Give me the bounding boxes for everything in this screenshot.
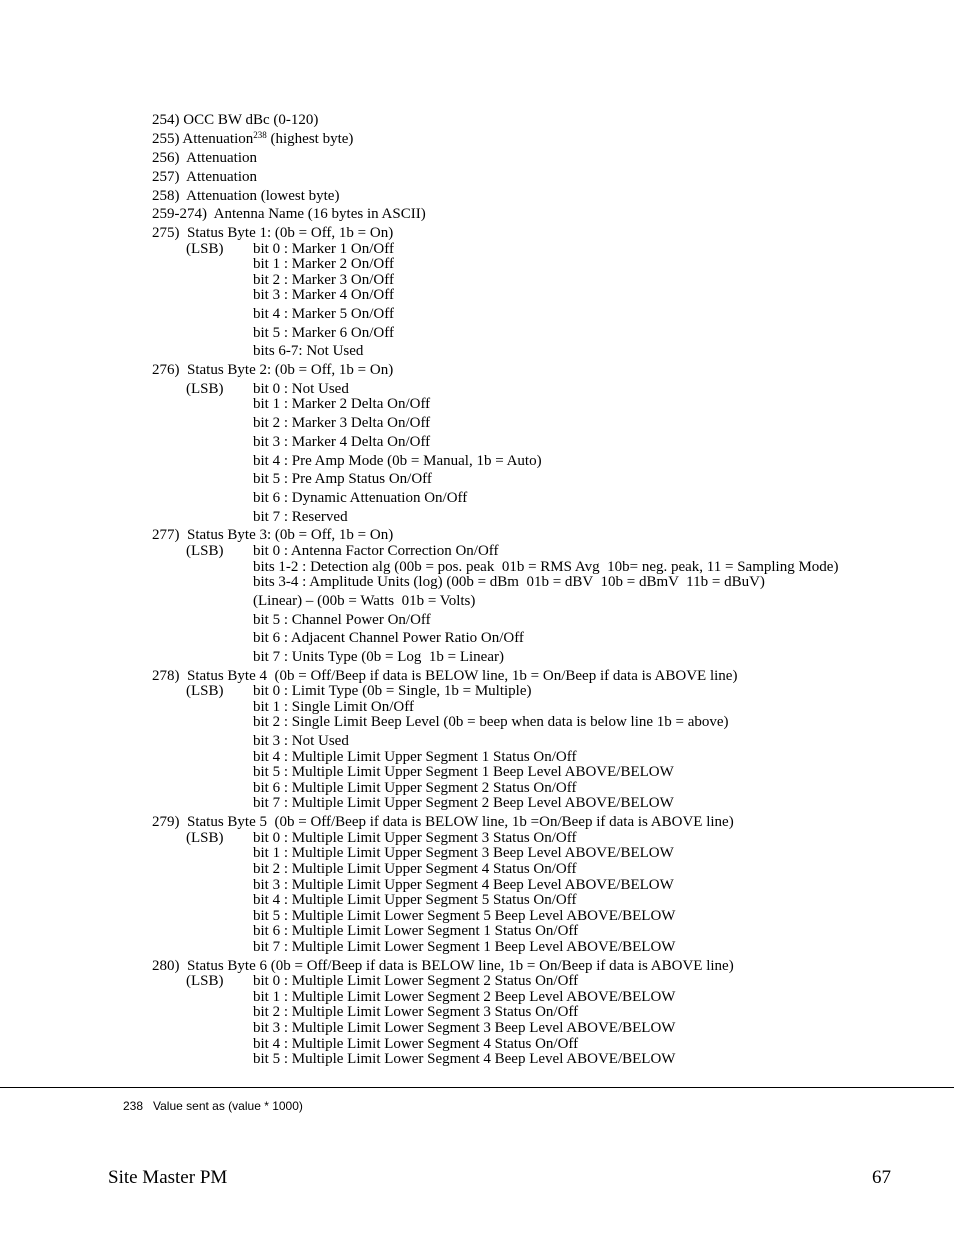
bit-line: bit 7 : Units Type (0b = Log 1b = Linear) — [253, 649, 504, 665]
bit-line: bit 5 : Pre Amp Status On/Off — [253, 471, 432, 487]
bit-line: bit 0 : Marker 1 On/Off — [253, 241, 394, 257]
bit-line: bit 3 : Not Used — [253, 733, 349, 749]
bit-line: bit 5 : Multiple Limit Upper Segment 1 Beep Level ABOVE/BELOW — [253, 764, 674, 780]
bit-line: bit 6 : Multiple Limit Upper Segment 2 Status On/Off — [253, 780, 577, 796]
bit-line: bit 1 : Marker 2 Delta On/Off — [253, 396, 431, 412]
bit-line: bit 1 : Multiple Limit Lower Segment 2 Beep Level ABOVE/BELOW — [253, 989, 676, 1005]
bit-line: bit 7 : Reserved — [253, 509, 348, 525]
bit-line: bit 5 : Channel Power On/Off — [253, 612, 431, 628]
lsb-label: (LSB) — [186, 241, 224, 257]
bit-line: bit 0 : Limit Type (0b = Single, 1b = Multiple) — [253, 683, 532, 699]
lsb-label: (LSB) — [186, 381, 224, 397]
bit-line: bit 6 : Multiple Limit Lower Segment 1 Status On/Off — [253, 923, 579, 939]
bit-line: bit 7 : Multiple Limit Upper Segment 2 Beep Level ABOVE/BELOW — [253, 795, 674, 811]
entry-279: 279) Status Byte 5 (0b = Off/Beep if data is BELOW line, 1b =On/Beep if data is ABOVE line) — [152, 814, 734, 830]
entry-257: 257) Attenuation — [152, 169, 257, 185]
bit-line: bit 0 : Multiple Limit Upper Segment 3 Status On/Off — [253, 830, 577, 846]
bit-line: bit 1 : Single Limit On/Off — [253, 699, 414, 715]
entry-280: 280) Status Byte 6 (0b = Off/Beep if data is BELOW line, 1b = On/Beep if data is ABOVE line) — [152, 958, 734, 974]
entry-275: 275) Status Byte 1: (0b = Off, 1b = On) — [152, 225, 394, 241]
bit-line: bit 4 : Marker 5 On/Off — [253, 306, 394, 322]
footnote-ref-238: 238 — [253, 130, 267, 140]
bit-line: bit 2 : Marker 3 On/Off — [253, 272, 394, 288]
footer-title: Site Master PM — [108, 1167, 228, 1188]
entry-256: 256) Attenuation — [152, 150, 257, 166]
bit-line: bit 4 : Multiple Limit Upper Segment 1 Status On/Off — [253, 749, 577, 765]
footnote-238: 238 Value sent as (value * 1000) — [123, 1099, 303, 1113]
bit-line: bit 2 : Single Limit Beep Level (0b = beep when data is below line 1b = above) — [253, 714, 729, 730]
entry-255-text: 255) Attenuation — [152, 131, 254, 147]
bit-line: bit 2 : Multiple Limit Upper Segment 4 Status On/Off — [253, 861, 577, 877]
lsb-label: (LSB) — [186, 830, 224, 846]
bit-line: (Linear) – (00b = Watts 01b = Volts) — [253, 593, 476, 609]
entry-278: 278) Status Byte 4 (0b = Off/Beep if data is BELOW line, 1b = On/Beep if data is ABOVE line) — [152, 668, 738, 684]
bit-line: bit 6 : Adjacent Channel Power Ratio On/Off — [253, 630, 524, 646]
bit-line: bit 4 : Multiple Limit Upper Segment 5 Status On/Off — [253, 892, 577, 908]
bit-line: bit 3 : Marker 4 On/Off — [253, 287, 394, 303]
bit-line: bit 6 : Dynamic Attenuation On/Off — [253, 490, 468, 506]
bit-line: bit 2 : Marker 3 Delta On/Off — [253, 415, 431, 431]
entry-255-note: (highest byte) — [266, 131, 354, 147]
bit-line: bit 0 : Antenna Factor Correction On/Off — [253, 543, 499, 559]
bit-line: bits 1-2 : Detection alg (00b = pos. peak 01b = RMS Avg 10b= neg. peak, 11 = Sampling Mode) — [253, 559, 839, 575]
lsb-label: (LSB) — [186, 683, 224, 699]
bit-line: bit 5 : Multiple Limit Lower Segment 5 Beep Level ABOVE/BELOW — [253, 908, 676, 924]
bit-line: bit 4 : Pre Amp Mode (0b = Manual, 1b = Auto) — [253, 453, 542, 469]
bit-line: bit 0 : Multiple Limit Lower Segment 2 Status On/Off — [253, 973, 579, 989]
bit-line: bit 3 : Multiple Limit Lower Segment 3 Beep Level ABOVE/BELOW — [253, 1020, 676, 1036]
bit-line: bits 6-7: Not Used — [253, 343, 364, 359]
entry-276: 276) Status Byte 2: (0b = Off, 1b = On) — [152, 362, 394, 378]
footnote-divider — [0, 1087, 954, 1088]
bit-line: bit 0 : Not Used — [253, 381, 349, 397]
entry-254: 254) OCC BW dBc (0-120) — [152, 112, 319, 128]
entry-277: 277) Status Byte 3: (0b = Off, 1b = On) — [152, 527, 394, 543]
bit-line: bit 7 : Multiple Limit Lower Segment 1 Beep Level ABOVE/BELOW — [253, 939, 676, 955]
entry-258: 258) Attenuation (lowest byte) — [152, 188, 340, 204]
bit-line: bits 3-4 : Amplitude Units (log) (00b = dBm 01b = dBV 10b = dBmV 11b = dBuV) — [253, 574, 765, 590]
bit-line: bit 5 : Marker 6 On/Off — [253, 325, 394, 341]
bit-line: bit 1 : Multiple Limit Upper Segment 3 Beep Level ABOVE/BELOW — [253, 845, 674, 861]
bit-line: bit 3 : Multiple Limit Upper Segment 4 Beep Level ABOVE/BELOW — [253, 877, 674, 893]
lsb-label: (LSB) — [186, 543, 224, 559]
bit-line: bit 5 : Multiple Limit Lower Segment 4 Beep Level ABOVE/BELOW — [253, 1051, 676, 1067]
bit-line: bit 4 : Multiple Limit Lower Segment 4 Status On/Off — [253, 1036, 579, 1052]
lsb-label: (LSB) — [186, 973, 224, 989]
bit-line: bit 2 : Multiple Limit Lower Segment 3 Status On/Off — [253, 1004, 579, 1020]
bit-line: bit 3 : Marker 4 Delta On/Off — [253, 434, 431, 450]
entry-259-274: 259-274) Antenna Name (16 bytes in ASCII) — [152, 206, 426, 222]
entry-255 — [152, 131, 353, 147]
page-number: 67 — [872, 1167, 891, 1188]
bit-line: bit 1 : Marker 2 On/Off — [253, 256, 394, 272]
